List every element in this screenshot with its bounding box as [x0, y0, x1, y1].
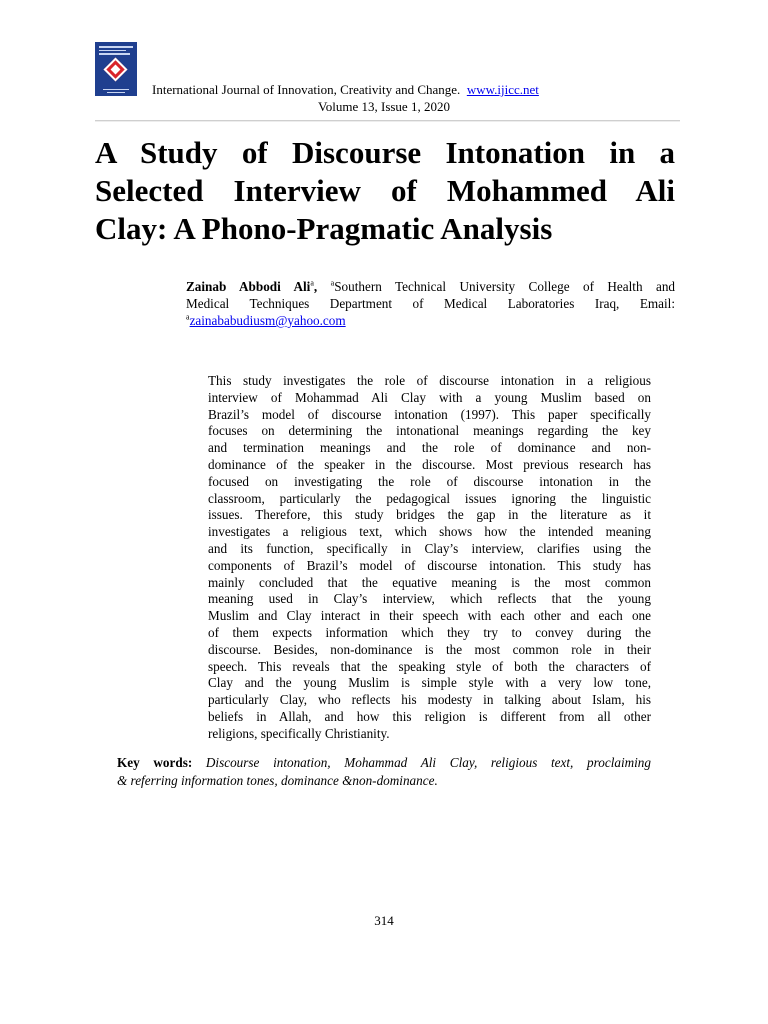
abstract-line: meaning used in Clay’s interview, which reflects that the young — [208, 591, 651, 607]
page-number: 314 — [374, 913, 394, 928]
keywords-line — [117, 754, 651, 772]
author-line — [186, 278, 675, 295]
abstract-line: Clay and the young Muslim is simple style with a very low tone, — [208, 675, 651, 691]
abstract-line: particularly Clay, who reflects his modesty in talking about Islam, his — [208, 692, 651, 708]
header-divider — [95, 120, 680, 121]
logo-cover-text — [99, 46, 133, 57]
author-sep: , — [313, 279, 318, 294]
journal-name: International Journal of Innovation, Creativity and Change. — [152, 82, 461, 97]
abstract-line: dominance of the speaker in the discourse. Most previous research has — [208, 456, 651, 472]
journal-volume: Volume 13, Issue 1, 2020 — [318, 99, 450, 114]
abstract-line: beliefs in Allah, and how this religion is different from all other — [208, 708, 651, 724]
abstract-line: This study investigates the role of discourse intonation in a religious — [208, 373, 651, 388]
title-line: A Study of Discourse Intonation in a — [95, 135, 675, 170]
affiliation-line: Medical Techniques Department of Medical Laboratories Iraq, Email: — [186, 296, 675, 311]
affiliation-sup: a — [330, 278, 335, 288]
abstract-line: classroom, particularly the pedagogical issues ignoring the linguistic — [208, 490, 651, 506]
abstract-line: investigates a religious text, which shows how the intended meaning — [208, 524, 651, 540]
abstract-line: discourse. Besides, non-dominance is the most common role in their — [208, 641, 651, 657]
journal-logo — [95, 42, 137, 96]
abstract-line: focuses on determining the intonational meanings regarding the key — [208, 423, 651, 439]
abstract-line: focused on investigating the role of discourse intonation in the — [208, 473, 651, 489]
abstract-line: Muslim and Clay interact in their speech with each other and each one — [208, 608, 651, 624]
abstract-line: Brazil’s model of discourse intonation (1997). This paper specifically — [208, 406, 651, 422]
affiliation-text: Southern Technical University College of Health and — [334, 279, 676, 294]
email-line — [186, 312, 675, 329]
title-line: Clay: A Phono-Pragmatic Analysis — [95, 211, 553, 246]
abstract-line: and termination meanings and the role of dominance and non- — [208, 440, 651, 456]
abstract-line: interview of Mohammad Ali Clay with a young Muslim based on — [208, 389, 651, 405]
keywords-text: Discourse intonation, Mohammad Ali Clay, religious text, proclaiming — [205, 755, 651, 770]
abstract-line: of them expects information which they try to convey during the — [208, 624, 651, 640]
author-sup: a — [310, 278, 314, 288]
logo-footer-line — [103, 89, 129, 91]
email-sup: a — [186, 312, 190, 322]
author-email-link[interactable]: zainababudiusm@yahoo.com — [189, 313, 346, 328]
abstract-line: components of Brazil’s model of discourse intonation. This study has — [208, 557, 651, 573]
abstract-line: mainly concluded that the equative meaning is the most common — [208, 574, 651, 590]
keywords-label: Key words: — [117, 755, 193, 770]
logo-footer-line — [107, 92, 125, 94]
abstract-line: religions, specifically Christianity. — [208, 725, 390, 741]
abstract-line: speech. This reveals that the speaking style of both the characters of — [208, 658, 651, 674]
author-name: Zainab Abbodi Ali — [186, 279, 311, 294]
paper-title — [95, 134, 675, 248]
abstract — [208, 373, 651, 743]
author-affiliation — [186, 278, 675, 329]
keywords-line: & referring information tones, dominance &non-dominance. — [117, 773, 438, 788]
journal-url-link[interactable]: www.ijicc.net — [466, 82, 539, 97]
keywords — [117, 754, 651, 790]
logo-emblem-icon — [103, 57, 127, 81]
abstract-line: and its function, specifically in Clay’s interview, clarifies using the — [208, 540, 651, 556]
abstract-line: issues. Therefore, this study bridges the gap in the literature as it — [208, 507, 651, 523]
title-line: Selected Interview of Mohammed Ali — [95, 173, 675, 208]
journal-header — [152, 82, 539, 98]
